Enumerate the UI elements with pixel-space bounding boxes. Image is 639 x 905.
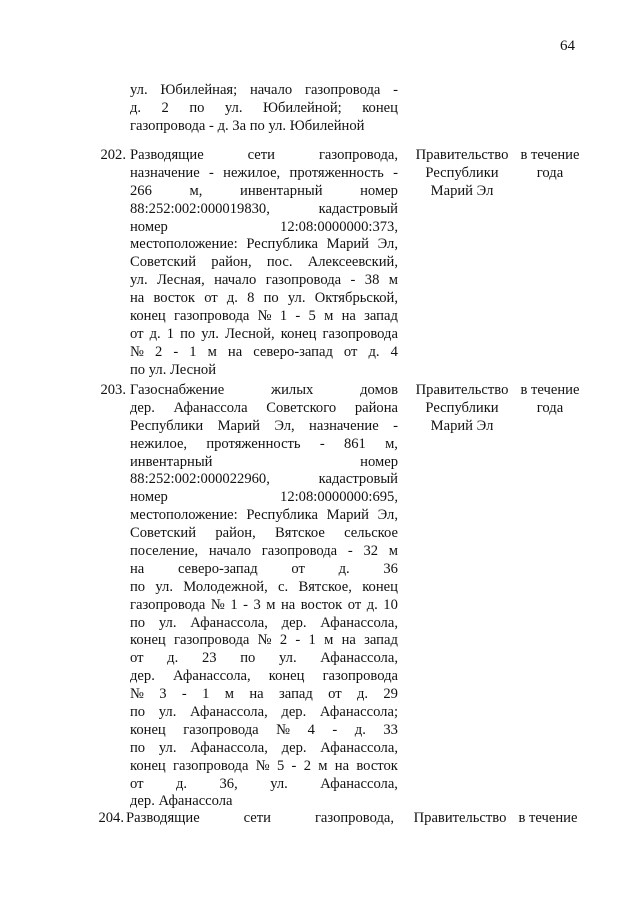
word: Газоснабжение — [130, 382, 225, 398]
word: Афанассола, — [320, 775, 398, 792]
description-line — [130, 615, 398, 633]
word: кадастровый — [318, 471, 398, 488]
description-line — [130, 147, 398, 165]
word: конец — [130, 721, 166, 738]
word: м — [207, 343, 217, 360]
word: 33 — [383, 721, 398, 738]
word: - — [347, 543, 353, 560]
description-line — [130, 272, 398, 290]
word: местоположение: — [130, 236, 238, 253]
word: д. — [366, 596, 378, 613]
word: ул. — [224, 99, 243, 116]
organization-line: Марий Эл — [430, 417, 494, 434]
word: район, — [215, 525, 256, 542]
word: Лесной, — [224, 325, 275, 342]
word: по — [189, 99, 205, 116]
description-line — [130, 308, 398, 326]
word: конец — [362, 99, 398, 116]
organization-line: Правительство — [415, 147, 509, 163]
word: 2 — [279, 632, 288, 649]
word: сельское — [344, 525, 398, 542]
word: № — [276, 721, 291, 738]
word: Юбилейная; — [160, 82, 238, 98]
word: по — [130, 739, 146, 756]
word: 88:252:002:000019830, — [130, 200, 270, 217]
word: ул. — [158, 704, 177, 721]
word: номер — [130, 489, 168, 506]
word: конец — [362, 578, 398, 595]
description-line — [130, 219, 398, 237]
word: - — [319, 435, 325, 452]
word: на — [341, 308, 356, 325]
organization-line: Правительство — [415, 382, 509, 398]
word: Афанассола, — [190, 614, 268, 631]
word: от — [130, 650, 144, 667]
word: - — [208, 164, 214, 181]
word: м — [388, 272, 398, 289]
word: северо-запад — [178, 560, 258, 577]
continuation-description — [130, 82, 398, 136]
word: Молодежной, — [183, 578, 268, 595]
word: от — [130, 325, 144, 342]
entry-204-description — [126, 810, 394, 828]
word: м — [324, 308, 334, 325]
word: Марий — [326, 507, 369, 524]
word: Афанассола, — [190, 739, 268, 756]
term-line: в течение — [520, 382, 580, 398]
word: ул. — [158, 614, 177, 631]
description-line — [130, 400, 398, 418]
word: дер. — [281, 614, 307, 631]
word: ул. — [130, 82, 148, 98]
word: м — [318, 757, 328, 774]
description-line — [130, 597, 398, 615]
word: 3 — [159, 686, 167, 703]
word: м — [224, 686, 235, 703]
word: Афанассола; — [319, 704, 398, 721]
word: Эл, — [274, 417, 295, 434]
word: газопровода — [322, 325, 398, 342]
word: Афанассола, — [320, 650, 398, 667]
word: Афанассола, — [320, 614, 398, 631]
organization-line: Правительство — [413, 810, 507, 826]
description-line — [130, 436, 398, 454]
description-line — [130, 704, 398, 722]
word: газопровода — [130, 596, 206, 613]
word: от — [291, 560, 305, 577]
description-line — [130, 344, 398, 362]
word: № — [130, 343, 144, 360]
word: Республики — [130, 417, 204, 434]
word: ул. — [155, 578, 173, 595]
word: района — [354, 399, 398, 416]
word: 23 — [201, 650, 217, 667]
description-line: по ул. Лесной — [130, 361, 217, 378]
description-line — [130, 489, 398, 507]
entry-204-number: 204. — [98, 810, 124, 826]
word: 5 — [276, 757, 285, 774]
word: м — [324, 632, 334, 649]
word: 32 — [363, 543, 379, 560]
description-line — [130, 543, 398, 561]
word: м — [388, 543, 398, 560]
word: конец — [280, 325, 317, 342]
word: Афанассола — [173, 399, 248, 416]
word: д. — [338, 560, 350, 577]
word: 12:08:0000000:695, — [280, 489, 398, 506]
description-line — [130, 236, 398, 254]
word: газопровода — [322, 668, 398, 685]
word: - — [295, 632, 301, 649]
word: - — [291, 757, 297, 774]
word: 38 — [364, 272, 380, 289]
word: № — [210, 596, 225, 613]
entry-202-number: 202. — [100, 147, 126, 163]
description-line: газопровода - д. 3а по ул. Юбилейной — [130, 117, 365, 134]
word: № — [130, 686, 144, 703]
word: Советский — [130, 525, 197, 542]
word: - — [393, 82, 398, 98]
word: 10 — [383, 596, 398, 613]
word: 1 — [202, 686, 210, 703]
word: на — [334, 757, 350, 774]
word: - — [243, 596, 248, 613]
word: газопровода — [265, 272, 342, 289]
term-line: в течение — [520, 147, 580, 163]
word: 88:252:002:000022960, — [130, 471, 270, 488]
word: - — [332, 721, 338, 738]
word: ул. — [130, 272, 148, 289]
word: 2 — [303, 757, 311, 774]
word: жилых — [271, 382, 314, 398]
word: 266 — [130, 182, 152, 199]
entry-202-description — [130, 147, 398, 380]
word: Афанассола, — [172, 668, 251, 685]
word: 4 — [307, 721, 315, 738]
word: м, — [385, 435, 398, 452]
word: Октябрьской, — [314, 290, 398, 307]
word: газопровода, — [318, 147, 398, 163]
word: Разводящие — [130, 147, 204, 163]
word: запад — [364, 632, 398, 649]
word: Юбилейной; — [262, 99, 342, 116]
word: домов — [360, 382, 398, 398]
word: по — [130, 614, 146, 631]
word: район, — [211, 254, 252, 271]
word: нежилое, — [223, 164, 281, 181]
word: 1 — [279, 308, 288, 325]
entry-202-term — [515, 147, 585, 183]
word: от — [130, 775, 144, 792]
word: поселение, — [130, 543, 199, 560]
entry-204-organization — [404, 810, 516, 828]
description-line — [130, 290, 398, 308]
word: конец — [130, 308, 166, 325]
word: ул. — [158, 739, 177, 756]
word: - — [295, 308, 301, 325]
word: д. — [130, 99, 142, 116]
description-line: дер. Афанассола — [130, 793, 233, 810]
word: Афанассола, — [320, 739, 398, 756]
word: - — [181, 686, 187, 703]
word: Советский — [130, 254, 197, 271]
word: по — [130, 578, 146, 595]
word: номер — [360, 453, 398, 470]
word: запад — [279, 686, 313, 703]
description-line — [130, 326, 398, 344]
word: дер. — [281, 739, 307, 756]
word: - — [393, 417, 398, 434]
word: на — [249, 686, 264, 703]
word: конец — [130, 632, 166, 649]
word: 36, — [219, 775, 238, 792]
description-line — [130, 454, 398, 472]
word: - — [393, 164, 398, 181]
description-line — [130, 722, 398, 740]
entry-203-term — [515, 382, 585, 418]
description-line — [130, 776, 398, 794]
description-line — [130, 82, 398, 100]
word: восток — [300, 596, 343, 613]
description-line — [130, 183, 398, 201]
page-number: 64 — [560, 38, 575, 54]
description-line — [130, 201, 398, 219]
word: номер — [130, 218, 168, 235]
entry-204-term — [513, 810, 583, 828]
word: д. — [368, 343, 380, 360]
word: инвентарный — [130, 453, 213, 470]
word: 4 — [390, 343, 398, 360]
word: протяженность — [206, 435, 301, 452]
description-line — [130, 579, 398, 597]
word: от — [328, 686, 342, 703]
word: от — [347, 596, 362, 613]
word: местоположение: — [130, 507, 238, 524]
word: нежилое, — [130, 435, 188, 452]
word: № — [257, 632, 272, 649]
word: ул. — [279, 650, 297, 667]
word: д. — [356, 686, 369, 703]
word: восток — [153, 290, 195, 307]
word: начало — [249, 82, 293, 98]
entry-203-number: 203. — [100, 382, 126, 398]
word: газопровода — [183, 721, 259, 738]
description-line — [130, 165, 398, 183]
description-line — [130, 632, 398, 650]
word: № — [257, 308, 272, 325]
word: м — [266, 596, 276, 613]
word: по — [240, 650, 256, 667]
word: Вятское, — [298, 578, 352, 595]
word: на — [227, 343, 243, 360]
description-line — [130, 507, 398, 525]
description-line — [130, 471, 398, 489]
word: инвентарный — [240, 182, 323, 199]
word: д. — [149, 325, 161, 342]
word: газопровода — [261, 543, 338, 560]
word: ул. — [201, 325, 219, 342]
word: назначение — [130, 164, 200, 181]
word: д. — [354, 721, 366, 738]
entry-203-description — [130, 382, 398, 811]
word: газопровода, — [314, 810, 394, 826]
word: сети — [243, 810, 271, 826]
word: - — [350, 272, 356, 289]
description-line — [130, 418, 398, 436]
description-line — [130, 382, 398, 400]
word: 12:08:0000000:373, — [280, 218, 398, 235]
word: 861 — [343, 435, 366, 452]
word: по — [180, 325, 196, 342]
organization-line: Республики — [425, 164, 499, 181]
term-line: года — [536, 399, 564, 416]
word: от — [343, 343, 358, 360]
word: 29 — [383, 686, 398, 703]
word: Лесная, — [156, 272, 205, 289]
word: 8 — [247, 290, 255, 307]
word: Марий — [217, 417, 260, 434]
word: по — [130, 704, 146, 721]
word: д. — [167, 650, 179, 667]
word: назначение — [309, 417, 379, 434]
word: Республика — [246, 236, 318, 253]
word: 1 — [189, 343, 197, 360]
entry-202-organization — [406, 147, 518, 201]
word: Марий — [326, 236, 369, 253]
word: на — [130, 290, 145, 307]
word: газопровода — [174, 308, 250, 325]
description-line — [130, 686, 398, 704]
word: газопровода — [174, 632, 250, 649]
word: газопровода — [173, 757, 249, 774]
word: дер. — [281, 704, 307, 721]
description-line — [130, 758, 398, 776]
word: Афанассола, — [190, 704, 268, 721]
word: Разводящие — [126, 810, 200, 826]
organization-line: Марий Эл — [430, 182, 494, 199]
word: Алексеевский, — [307, 254, 398, 271]
word: дер. — [130, 668, 155, 685]
organization-line: Республики — [425, 399, 499, 416]
word: 36 — [383, 560, 398, 577]
description-line — [130, 650, 398, 668]
description-line — [130, 100, 398, 118]
word: ул. — [270, 775, 288, 792]
description-line — [130, 668, 398, 686]
word: 2 — [161, 99, 169, 116]
description-line — [126, 810, 394, 828]
word: Вятское — [275, 525, 325, 542]
word: ул. — [287, 290, 306, 307]
word: - — [173, 343, 179, 360]
word: конец — [130, 757, 166, 774]
word: Республика — [246, 507, 318, 524]
word: протяженность — [289, 164, 384, 181]
word: с. — [278, 578, 289, 595]
term-line: года — [536, 164, 564, 181]
description-line — [130, 254, 398, 272]
word: д. — [226, 290, 238, 307]
word: начало — [208, 543, 252, 560]
word: 2 — [154, 343, 163, 360]
word: сети — [247, 147, 275, 163]
word: начало — [214, 272, 257, 289]
word: от — [204, 290, 218, 307]
word: 1 — [230, 596, 238, 613]
word: Эл, — [377, 236, 398, 253]
description-line — [130, 561, 398, 579]
description-line — [130, 740, 398, 758]
word: 1 — [166, 325, 175, 342]
word: 1 — [308, 632, 316, 649]
word: на — [280, 596, 296, 613]
word: 5 — [308, 308, 316, 325]
word: конец — [268, 668, 305, 685]
term-line: в течение — [518, 810, 578, 826]
word: 3 — [253, 596, 261, 613]
word: Эл, — [377, 507, 398, 524]
word: по — [263, 290, 279, 307]
word: № — [255, 757, 270, 774]
word: на — [130, 560, 145, 577]
word: пос. — [266, 254, 293, 271]
word: дер. — [130, 399, 155, 416]
word: кадастровый — [318, 200, 398, 217]
word: северо-запад — [253, 343, 333, 360]
entry-203-organization — [406, 382, 518, 436]
word: восток — [356, 757, 398, 774]
word: Советского — [266, 399, 337, 416]
word: запад — [364, 308, 398, 325]
description-line — [130, 525, 398, 543]
word: газопровода — [304, 82, 381, 98]
word: номер — [360, 182, 398, 199]
word: д. — [175, 775, 188, 792]
word: м, — [189, 182, 203, 199]
word: на — [341, 632, 356, 649]
